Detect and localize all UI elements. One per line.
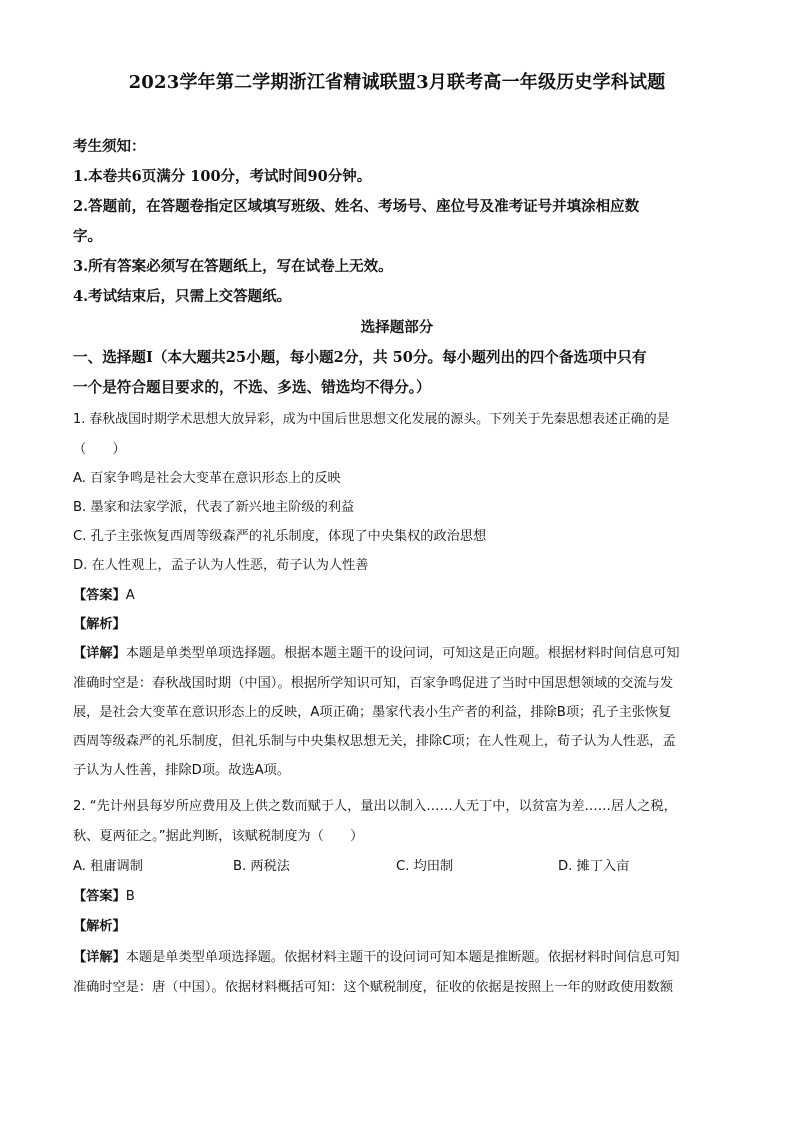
option-a: A. 租庸调制 xyxy=(73,859,143,874)
detail-text: 本题是单类型单项选择题。根据本题主题干的设问词，可知这是正向题。根据材料时间信息可知 xyxy=(125,646,680,661)
detail-line: 子认为人性善，排除D项。故选A项。 xyxy=(73,763,290,778)
answer-value: B xyxy=(125,889,135,904)
question-stem: 秋、夏两征之。”据此判断，该赋税制度为（ ） xyxy=(73,829,364,844)
detail-line: 准确时空是：唐（中国）。依据材料概括可知：这个赋税制度，征收的依据是按照上一年的财政使用数额 xyxy=(73,980,674,995)
option-b: B. 两税法 xyxy=(233,859,290,874)
options-row xyxy=(73,857,723,877)
notice-item: 3.所有答案必须写在答题纸上，写在试卷上无效。 xyxy=(73,258,393,275)
detail-tag: 【详解】 xyxy=(73,950,126,965)
question-stem: （ ） xyxy=(73,442,126,457)
answer-value: A xyxy=(125,588,135,603)
detail-line: 展，是社会大变革在意识形态上的反映，A项正确；墨家代表小生产者的利益，排除B项；孔子主张恢复 xyxy=(73,705,672,720)
detail-line xyxy=(73,948,723,968)
answer-line xyxy=(73,887,723,907)
part-intro: 一、选择题Ⅰ（本大题共25小题，每小题2分，共 50分。每小题列出的四个备选项中只有 xyxy=(73,349,647,366)
analysis-tag: 【解析】 xyxy=(73,919,126,934)
section-title: 选择题部分 xyxy=(360,319,434,336)
answer-line xyxy=(73,586,723,606)
answer-tag: 【答案】 xyxy=(73,588,126,603)
detail-line xyxy=(73,644,723,664)
notice-item: 字。 xyxy=(73,228,102,245)
detail-text: 本题是单类型单项选择题。依据材料主题干的设问词可知本题是推断题。依据材料时间信息可知 xyxy=(125,950,680,965)
option-b: B. 墨家和法家学派，代表了新兴地主阶级的利益 xyxy=(73,500,355,515)
notice-item: 4.考试结束后，只需上交答题纸。 xyxy=(73,288,292,305)
option-d: D. 在人性观上，孟子认为人性恶，荀子认为人性善 xyxy=(73,558,369,573)
notice-heading: 考生须知： xyxy=(73,138,146,155)
option-c: C. 孔子主张恢复西周等级森严的礼乐制度，体现了中央集权的政治思想 xyxy=(73,529,487,544)
option-d: D. 摊丁入亩 xyxy=(558,859,630,874)
detail-tag: 【详解】 xyxy=(73,646,126,661)
notice-item: 1.本卷共6页满分 100分，考试时间90分钟。 xyxy=(73,168,372,185)
detail-line: 准确时空是：春秋战国时期（中国）。根据所学知识可知，百家争鸣促进了当时中国思想领域的交流与发 xyxy=(73,676,674,691)
option-a: A. 百家争鸣是社会大变革在意识形态上的反映 xyxy=(73,471,341,486)
question-stem: 1. 春秋战国时期学术思想大放异彩，成为中国后世思想文化发展的源头。下列关于先秦思想表述正确的是 xyxy=(73,412,670,427)
question-stem: 2. “先计州县每岁所应费用及上供之数而赋于人，量出以制入……人无丁中，以贫富为差……居人之税， xyxy=(73,799,677,814)
option-c: C. 均田制 xyxy=(396,859,454,874)
answer-tag: 【答案】 xyxy=(73,889,126,904)
part-intro: 一个是符合题目要求的，不选、多选、错选均不得分。） xyxy=(73,379,431,396)
notice-item: 2.答题前，在答题卷指定区域填写班级、姓名、考场号、座位号及准考证号并填涂相应数 xyxy=(73,198,640,215)
detail-line: 西周等级森严的礼乐制度，但礼乐制与中央集权思想无关，排除C项；在人性观上，荀子认为人性恶，孟 xyxy=(73,734,676,749)
analysis-tag: 【解析】 xyxy=(73,617,126,632)
page-title: 2023学年第二学期浙江省精诚联盟3月联考高一年级历史学科试题 xyxy=(128,72,666,93)
